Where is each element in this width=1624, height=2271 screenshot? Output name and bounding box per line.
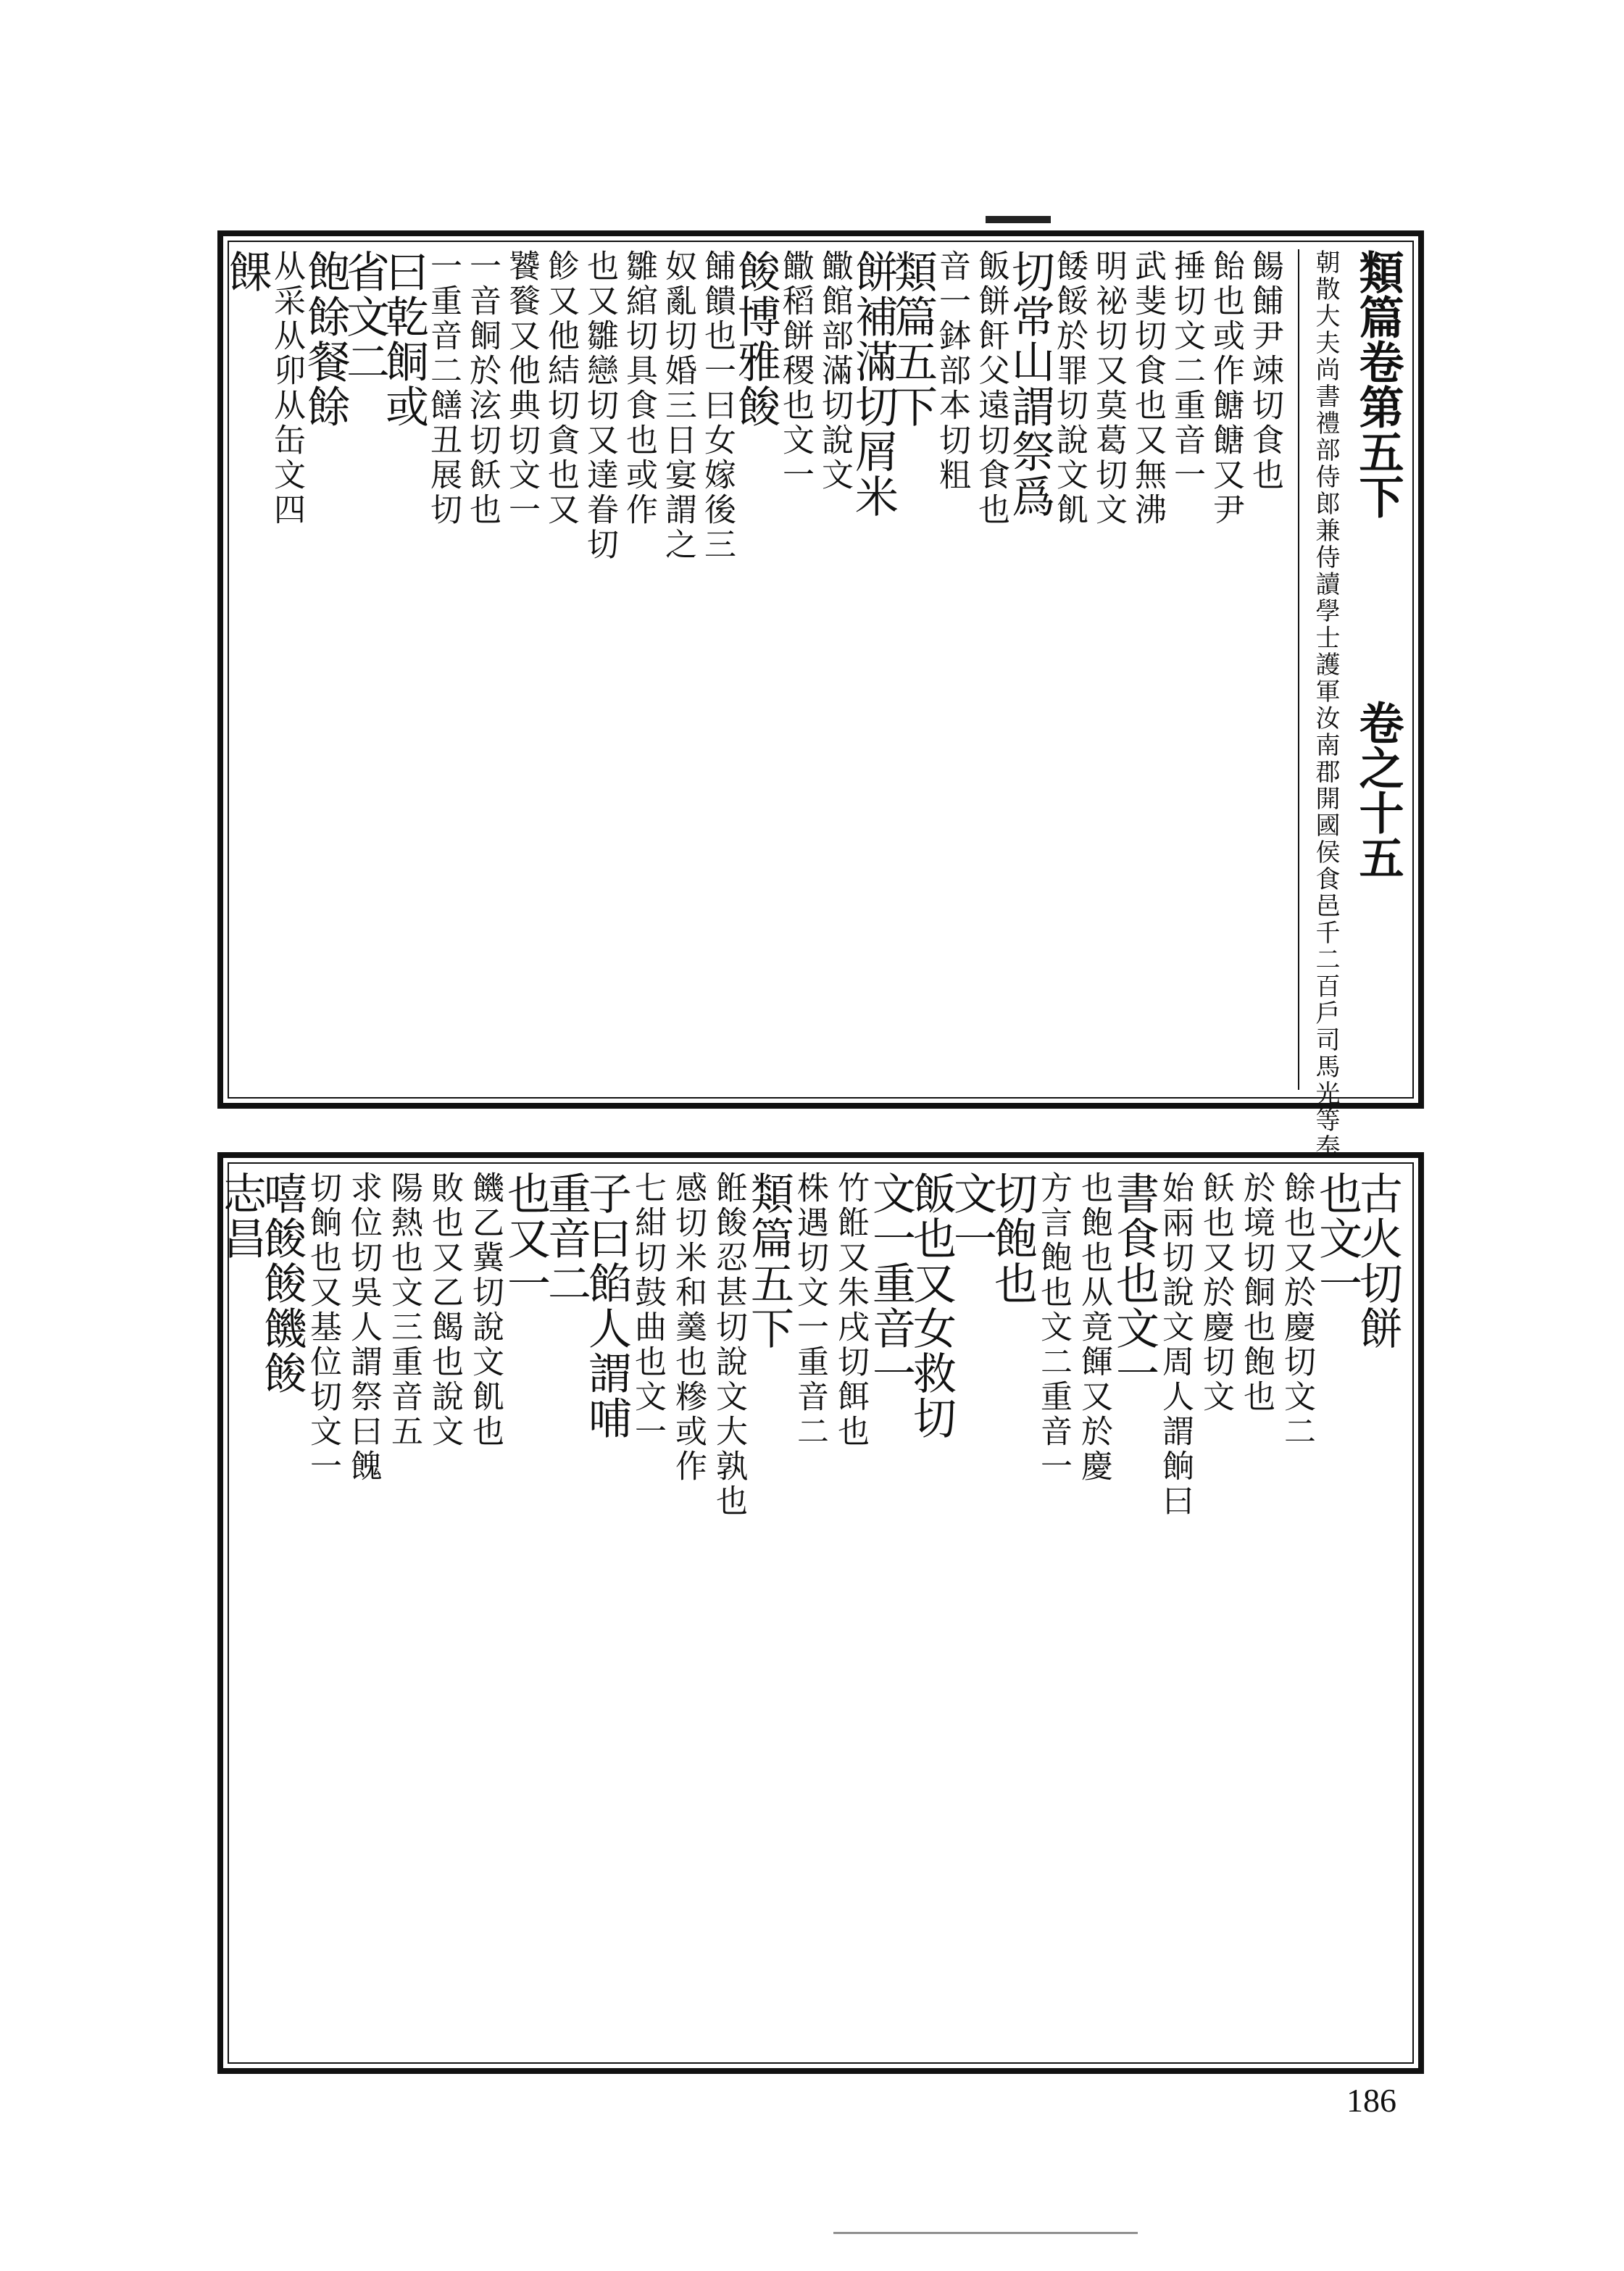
text-column: 餔饋也一曰女嫁後三 <box>699 249 736 562</box>
text-column: 一重音二饍丑展切 <box>425 249 462 528</box>
text-column: 求位切吳人謂祭曰餽 <box>345 1171 382 1484</box>
text-column: 飫也又於慶切文 <box>1197 1171 1234 1414</box>
text-column: 七紺切鼓曲也文一 <box>629 1171 666 1449</box>
text-column: 省文二 <box>339 249 390 384</box>
text-column: 也又雛戀切又達眷切 <box>581 249 618 562</box>
text-column: 始兩切說文周人謂餉曰 <box>1157 1171 1194 1519</box>
text-column: 餧餒於罪切說文飢 <box>1051 249 1088 528</box>
compiler-credit: 朝散大夫尚書禮部侍郎兼侍讀學士護軍汝南郡開國侯食邑千二百戶司馬光等奉 <box>1311 249 1340 1161</box>
text-column: 株遇切文一重音二 <box>791 1171 828 1449</box>
text-column: 切常山謂祭爲 <box>1004 249 1055 519</box>
text-column: 感切米和羹也糝或作 <box>670 1171 707 1484</box>
column-rule <box>1298 249 1299 1090</box>
text-column: 餅補滿切屑米 <box>848 249 899 519</box>
text-column: 文一重音一 <box>865 1171 916 1396</box>
text-column: 飯餅飦父遠切食也 <box>973 249 1009 528</box>
text-column: 嘻餕餕饑餕 <box>257 1171 307 1396</box>
text-column: 也飽也从竟餫又於慶 <box>1075 1171 1112 1484</box>
text-column: 文一 <box>946 1171 997 1261</box>
text-column: 切飽也 <box>987 1171 1038 1306</box>
text-column: 志昌 <box>216 1171 267 1261</box>
scan-artifact <box>986 216 1051 223</box>
text-column: 飻又他結切貪也又 <box>542 249 579 528</box>
scan-artifact <box>833 2232 1138 2234</box>
text-column: 餕博雅餕 <box>730 249 781 429</box>
text-column: 敗也又乙餲也說文 <box>426 1171 463 1449</box>
text-column: 明祕切又莫葛切文 <box>1090 249 1127 528</box>
text-column: 饊館部滿切說文 <box>816 249 853 493</box>
text-column: 从采从卯从缶文四 <box>268 249 305 528</box>
text-column: 類篇五下 <box>744 1171 794 1351</box>
upper-text-panel <box>217 230 1424 1161</box>
text-column: 餁餕忍甚切說文大孰也 <box>710 1171 747 1519</box>
text-column: 方言飽也文二重音一 <box>1035 1171 1072 1484</box>
text-column: 重音二 <box>541 1171 591 1306</box>
text-column: 古火切餅 <box>1352 1171 1403 1351</box>
volume-number: 卷之十五 <box>1352 700 1404 880</box>
page-number: 186 <box>1346 2082 1396 2119</box>
text-column: 曰乾餇或 <box>378 249 429 429</box>
text-column: 飴也或作餹餹又尹 <box>1207 249 1244 528</box>
text-column: 陽熱也文三重音五 <box>386 1171 422 1449</box>
text-column: 餘也又於慶切文二 <box>1278 1171 1315 1449</box>
volume-title: 類篇卷第五下 <box>1352 249 1404 519</box>
text-column: 餳餔尹竦切食也 <box>1246 249 1283 493</box>
text-column: 竹餁又朱戌切餌也 <box>832 1171 869 1449</box>
text-column: 也文一 <box>1312 1171 1362 1306</box>
text-column: 飯也又女救切 <box>906 1171 957 1441</box>
text-column: 餜 <box>222 249 272 294</box>
text-column: 一音餇於泫切飫也 <box>464 249 501 528</box>
text-column: 音一鉢部本切粗 <box>933 249 970 493</box>
text-column: 切餉也又基位切文一 <box>304 1171 341 1484</box>
lower-text-panel <box>217 1152 1424 2074</box>
text-column: 子曰餡人謂哺 <box>581 1171 632 1441</box>
text-column: 於境切餇也飽也 <box>1238 1171 1275 1414</box>
text-column: 奴亂切婚三日宴謂之 <box>659 249 696 562</box>
text-column: 雛綰切具食也或作 <box>620 249 657 528</box>
text-column: 饊稻餅稷也文一 <box>777 249 814 493</box>
text-column: 書食也文一 <box>1109 1171 1159 1396</box>
text-column: 饕餮又他典切文一 <box>503 249 540 528</box>
text-column: 武斐切食也又無沸 <box>1129 249 1166 528</box>
text-column: 饑乙冀切說文飢也 <box>467 1171 504 1449</box>
text-column: 類篇五下 <box>887 249 938 429</box>
text-column: 飽餘餐餘 <box>300 249 351 429</box>
text-column: 捶切文二重音一 <box>1168 249 1205 493</box>
text-column: 也又一 <box>500 1171 551 1306</box>
